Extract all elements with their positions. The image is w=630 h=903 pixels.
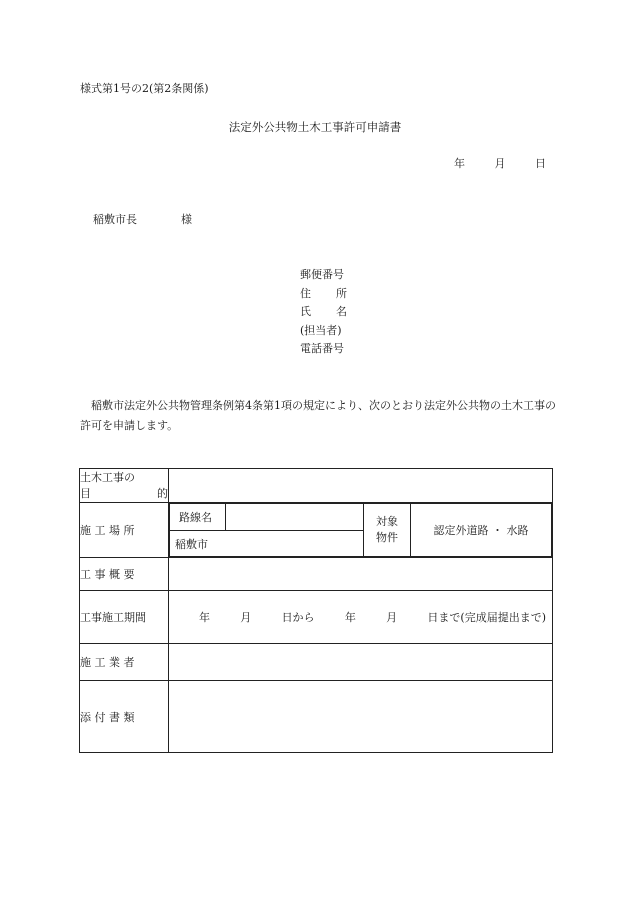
route-name-label: 路線名 xyxy=(170,504,226,531)
address-label-b: 所 xyxy=(336,286,347,300)
purpose-label-line1: 土木工事の xyxy=(80,470,135,484)
application-form-table xyxy=(79,468,553,753)
period-row xyxy=(80,591,553,644)
purpose-field[interactable] xyxy=(169,469,553,503)
contractor-field[interactable] xyxy=(169,644,553,681)
location-cell xyxy=(169,503,553,558)
addressee-name: 稲敷市長 xyxy=(93,213,137,226)
contact-label: (担当者) xyxy=(300,323,342,337)
location-row xyxy=(80,503,553,558)
addressee xyxy=(93,211,192,227)
date-day: 日 xyxy=(535,157,546,170)
period-label: 工事施工期間 xyxy=(80,591,169,644)
summary-field[interactable] xyxy=(169,558,553,591)
address-label-a: 住 xyxy=(300,286,311,300)
body-text: 稲敷市法定外公共物管理条例第4条第1項の規定により、次のとおり法定外公共物の土木工事の許可を申請します。 xyxy=(80,399,556,432)
purpose-label-line2: 目 的 xyxy=(80,486,168,500)
date-line xyxy=(428,155,546,171)
purpose-row xyxy=(80,469,553,503)
period-day-start: 日から xyxy=(281,611,315,624)
route-name-field[interactable] xyxy=(226,504,364,531)
summary-label: 工 事 概 要 xyxy=(80,558,169,591)
name-label-a: 氏 xyxy=(300,305,311,318)
contractor-row xyxy=(80,644,553,681)
name-label-b: 名 xyxy=(336,305,347,318)
target-value[interactable]: 認定外道路 ・ 水路 xyxy=(411,504,552,557)
phone-label: 電話番号 xyxy=(300,342,344,355)
summary-row xyxy=(80,558,553,591)
period-month-end: 月 xyxy=(386,611,398,624)
period-field[interactable] xyxy=(169,591,553,644)
form-number: 様式第1号の2(第2条関係) xyxy=(80,82,209,95)
target-label: 対象 物件 xyxy=(364,504,411,557)
documents-row xyxy=(80,681,553,753)
period-day-end: 日まで(完成届提出まで) xyxy=(427,611,546,624)
document-title: 法定外公共物土木工事許可申請書 xyxy=(228,120,402,134)
purpose-label xyxy=(80,469,169,503)
postal-label: 郵便番号 xyxy=(300,268,344,281)
contractor-label: 施 工 業 者 xyxy=(80,644,169,681)
location-city[interactable]: 稲敷市 xyxy=(170,531,364,557)
addressee-suffix: 様 xyxy=(181,213,192,226)
date-year: 年 xyxy=(454,157,465,170)
location-label: 施 工 場 所 xyxy=(80,503,169,558)
applicant-block xyxy=(300,266,347,359)
period-year-end: 年 xyxy=(344,611,356,624)
documents-field[interactable] xyxy=(169,681,553,753)
documents-label: 添 付 書 類 xyxy=(80,681,169,753)
period-month-start: 月 xyxy=(240,611,252,624)
date-month: 月 xyxy=(494,157,506,170)
period-year-start: 年 xyxy=(199,611,210,624)
